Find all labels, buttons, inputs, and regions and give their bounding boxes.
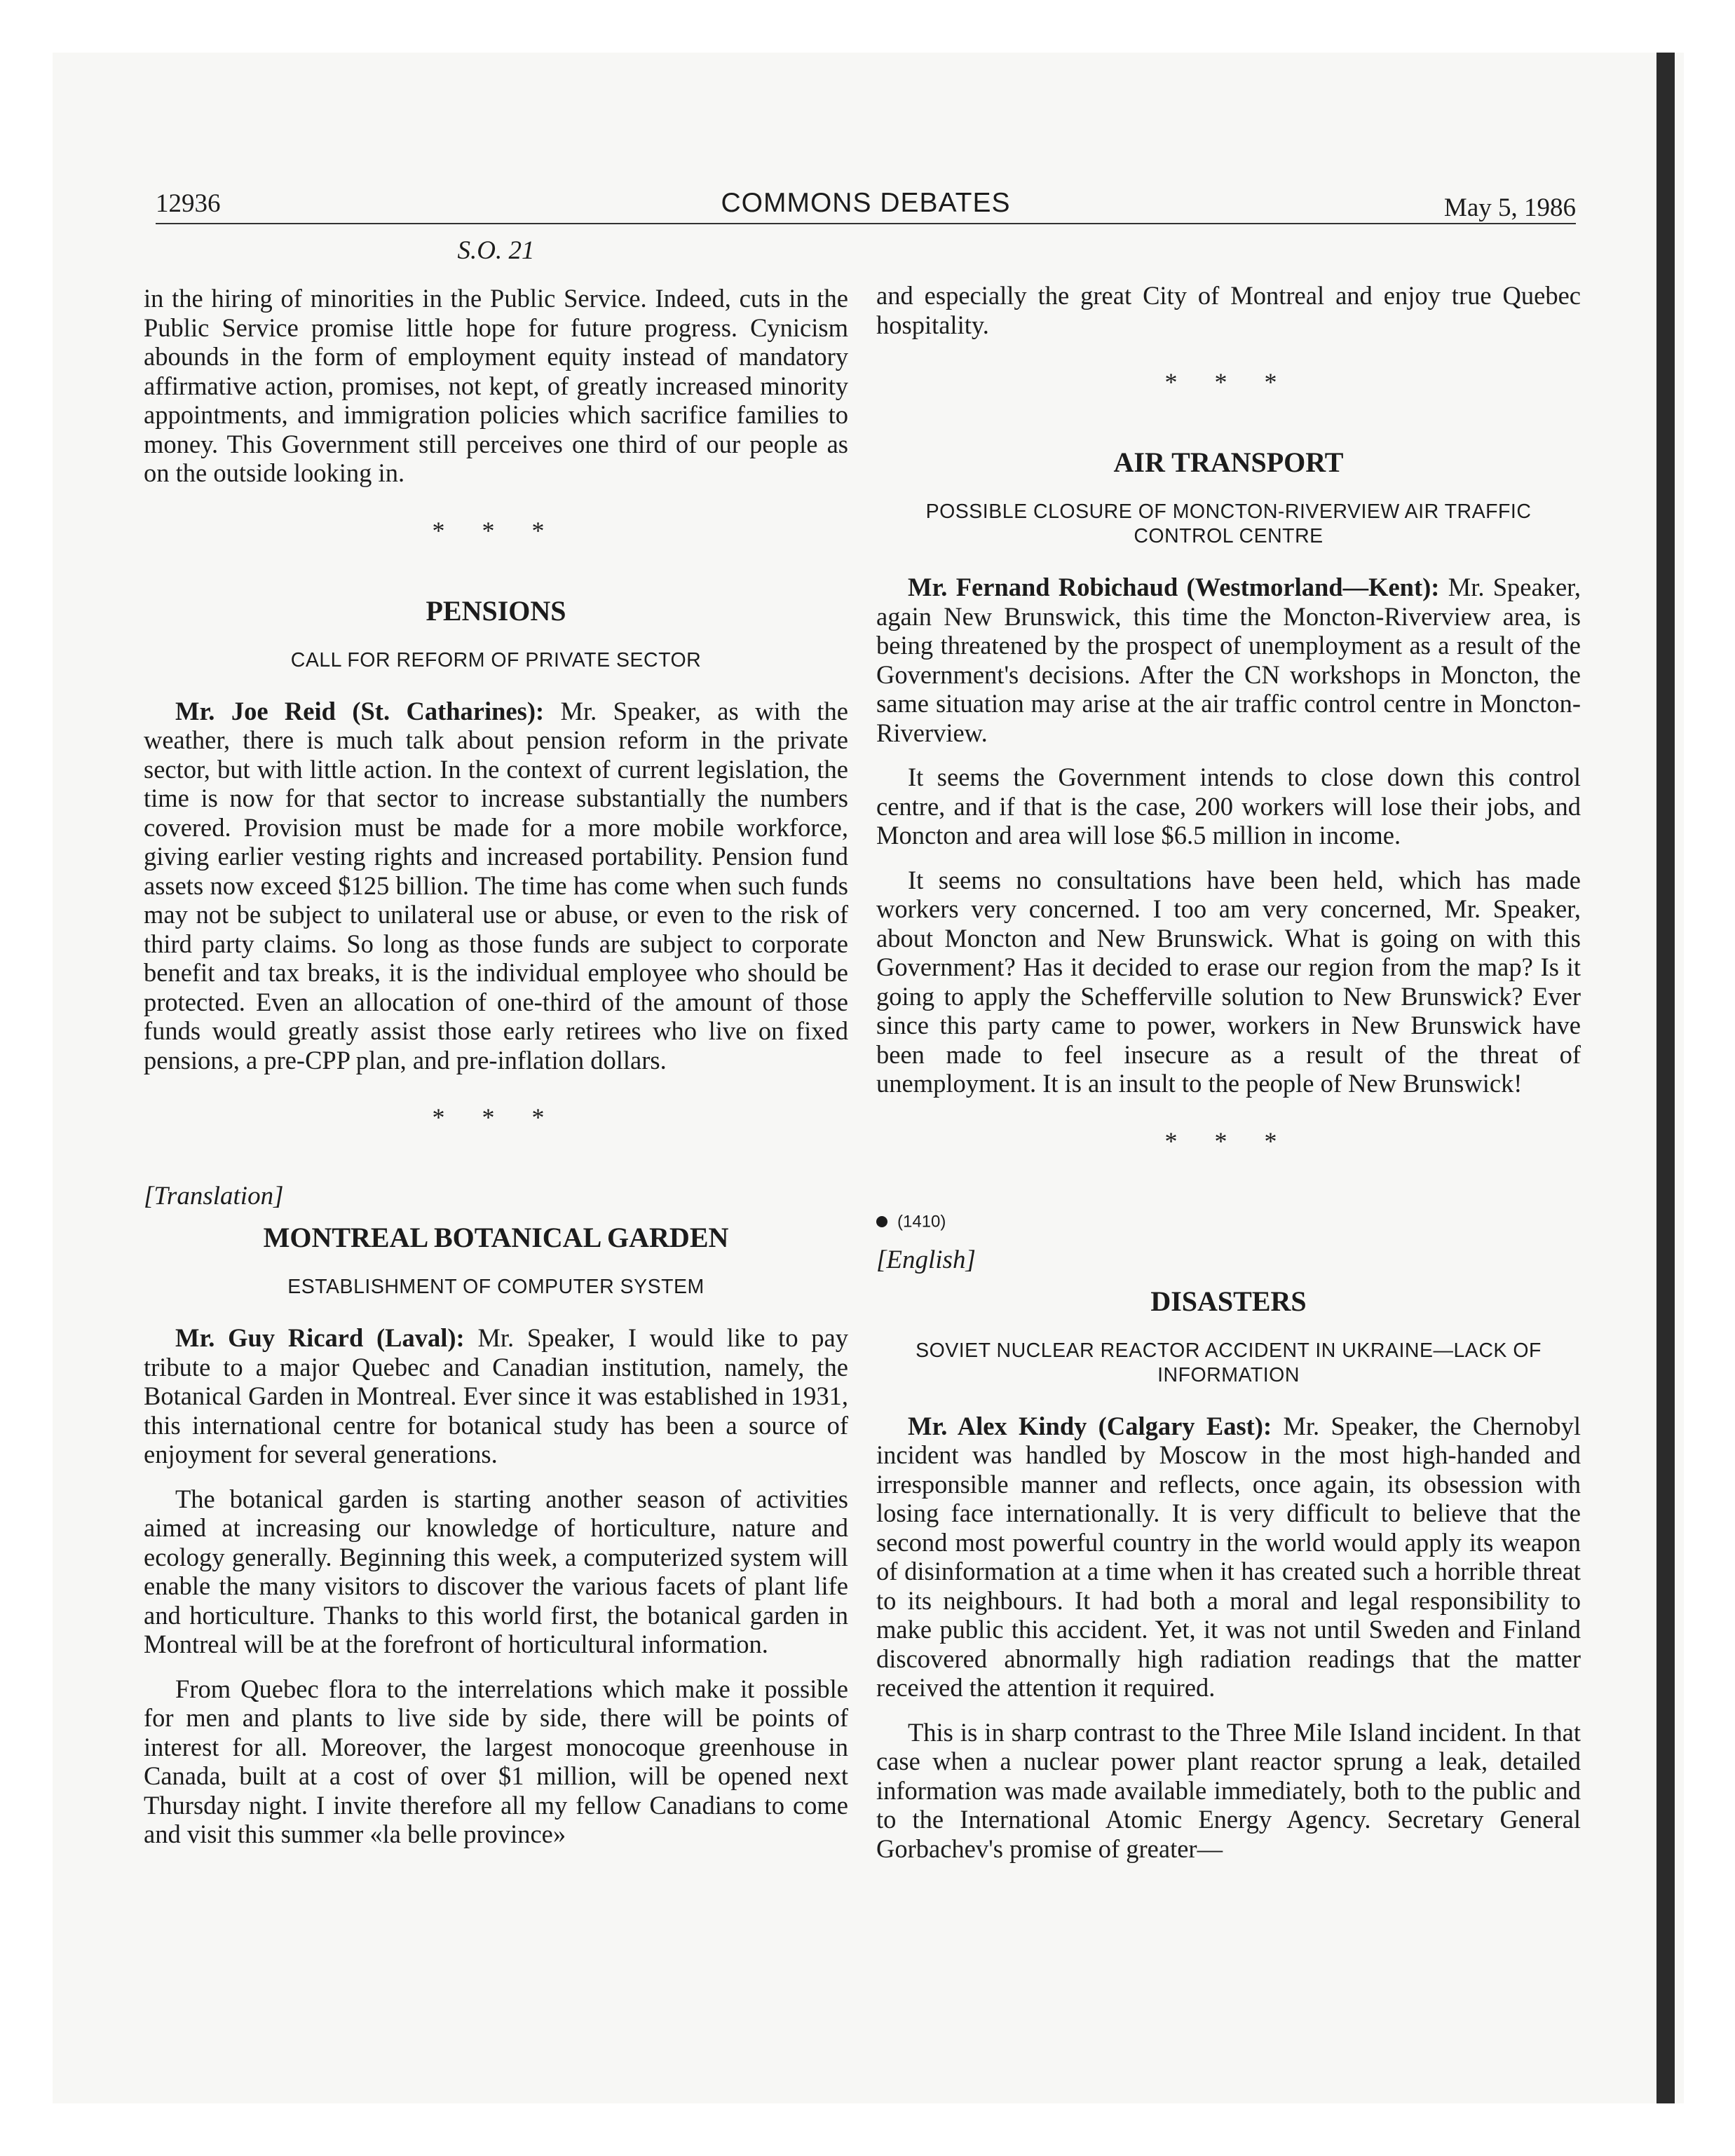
- section-title-disasters: DISASTERS: [1150, 1285, 1307, 1317]
- air-paragraph-3: It seems no consultations have been held, which has made workers very concerned. I too am very concerned, Mr. Speaker, about Moncton and New Brunswick. What is going on with this Government? Has it decided to erase our region from the map? Is it going to apply the Schefferville solution to New Brunswick? Ever since this party came to power, workers in New Brunswick have been made to feel insecure as a result of the threat of unemployment. It is an insult to the people of New Brunswick!: [876, 865, 1581, 1098]
- english-tag: [English]: [876, 1245, 976, 1274]
- section-subtitle-pensions: CALL FOR REFORM OF PRIVATE SECTOR: [290, 648, 702, 671]
- time-stamp: (1410): [897, 1212, 946, 1231]
- disasters-paragraph-1: [876, 1412, 1581, 1703]
- publication-title: COMMONS DEBATES: [721, 188, 1011, 218]
- speaker-name: Mr. Joe Reid (St. Catharines):: [175, 696, 545, 725]
- statement-text: Mr. Speaker, the Chernobyl incident was handled by Moscow in the most high-handed and irresponsible manner and reflects, once again, its obsession with losing face internationally. It is very difficult to believe that the second most powerful country in the world would apply its weapon of disinformation at a time when it has created such a horrible threat to its neighbours. It had both a moral and legal responsibility to make public this accident. Yet, it was not until Sweden and Finland discovered abnormally high radiation readings that the matter received the attention it required.: [876, 1411, 1581, 1702]
- statement-text: Mr. Speaker, I would like to pay tribute to a major Quebec and Canadian institution, namely, the Botanical Garden in Montreal. Ever since it was established in 1931, this international centre for botanical study has been a source of enjoyment for several generations.: [144, 1323, 848, 1468]
- opening-paragraph: in the hiring of minorities in the Public Service. Indeed, cuts in the Public Service promise little hope for future progress. Cynicism abounds in the form of employment equity instead of mandatory affirmative action, promises, not kept, of greatly increased minority appointments, and immigration policies which sacrifice families to money. This Government still perceives one third of our people as on the outside looking in.: [144, 284, 848, 487]
- scan-edge-bar: [1656, 53, 1675, 2103]
- header-rule: [156, 223, 1576, 224]
- section-subtitle-disasters: SOVIET NUCLEAR REACTOR ACCIDENT IN UKRAINE—LACK OF INFORMATION: [916, 1339, 1542, 1386]
- air-paragraph-2: It seems the Government intends to close down this control centre, and if that is the case, 200 workers will lose their jobs, and Moncton and area will lose $6.5 million in income.: [876, 763, 1581, 850]
- page-number: 12936: [156, 189, 221, 218]
- section-separator: * * *: [432, 1103, 560, 1131]
- speaker-name: Mr. Alex Kindy (Calgary East):: [908, 1411, 1272, 1440]
- statement-text: Mr. Speaker, again New Brunswick, this time the Moncton-Riverview area, is being threatened by the prospect of unemployment as a result of the Government's decisions. After the CN workshops in Moncton, the same situation may arise at the air traffic control centre in Moncton-Riverview.: [876, 573, 1581, 747]
- page-date: May 5, 1986: [1443, 193, 1576, 222]
- section-separator: * * *: [432, 516, 560, 545]
- continuation-paragraph: and especially the great City of Montreal and enjoy true Quebec hospitality.: [876, 281, 1581, 339]
- section-separator: * * *: [1164, 368, 1293, 396]
- left-column: [144, 230, 848, 1864]
- right-column: [876, 230, 1581, 1878]
- botanical-paragraph-1: [144, 1323, 848, 1469]
- section-subtitle-botanical: ESTABLISHMENT OF COMPUTER SYSTEM: [287, 1276, 705, 1298]
- section-title-botanical: MONTREAL BOTANICAL GARDEN: [263, 1222, 729, 1253]
- bullet-icon: [876, 1216, 887, 1227]
- so-label: S.O. 21: [457, 236, 535, 265]
- time-marker: [876, 1205, 1581, 1235]
- section-subtitle-air-transport: POSSIBLE CLOSURE OF MONCTON-RIVERVIEW AIR TRAFFIC CONTROL CENTRE: [925, 500, 1532, 547]
- pensions-statement: [144, 697, 848, 1075]
- translation-tag: [Translation]: [144, 1182, 284, 1210]
- botanical-paragraph-3: From Quebec flora to the interrelations which make it possible for men and plants to live side by side, there will be points of interest for all. Moreover, the largest monocoque greenhouse in Canada, built at a cost of over $1 million, will be opened next Thursday night. I invite therefore all my fellow Canadians to come and visit this summer «la belle province»: [144, 1674, 848, 1848]
- statement-text: Mr. Speaker, as with the weather, there is much talk about pension reform in the private sector, but with little action. In the context of current legislation, the time is now for that sector to increase substantially the numbers covered. Provision must be made for a more mobile workforce, giving earlier vesting rights and increased portability. Pension fund assets now exceed $125 billion. The time has come when such funds may not be subject to unilateral use or abuse, or even to the risk of third party claims. So long as those funds are subject to corporate benefit and tax breaks, it is the individual employee who should be protected. Even an allocation of one-third of the amount of those funds would greatly assist those early retirees who live on fixed pensions, a pre-CPP plan, and pre-inflation dollars.: [144, 696, 849, 1074]
- section-title-air-transport: AIR TRANSPORT: [1113, 446, 1344, 478]
- speaker-name: Mr. Fernand Robichaud (Westmorland—Kent):: [908, 573, 1440, 601]
- speaker-name: Mr. Guy Ricard (Laval):: [175, 1323, 465, 1352]
- disasters-paragraph-2: This is in sharp contrast to the Three Mile Island incident. In that case when a nuclear power plant reactor sprung a leak, detailed information was made available immediately, both to the public and to the International Atomic Energy Agency. Secretary General Gorbachev's promise of greater—: [876, 1717, 1581, 1863]
- air-paragraph-1: [876, 573, 1581, 747]
- page-header: [156, 184, 1576, 223]
- section-title-pensions: PENSIONS: [426, 594, 566, 627]
- botanical-paragraph-2: The botanical garden is starting another season of activities aimed at increasing our knowledge of horticulture, nature and ecology generally. Beginning this week, a computerized system will enable the many visitors to discover the various facets of plant life and horticulture. Thanks to this world first, the botanical garden in Montreal will be at the forefront of horticultural information.: [144, 1484, 848, 1658]
- section-separator: * * *: [1164, 1126, 1293, 1155]
